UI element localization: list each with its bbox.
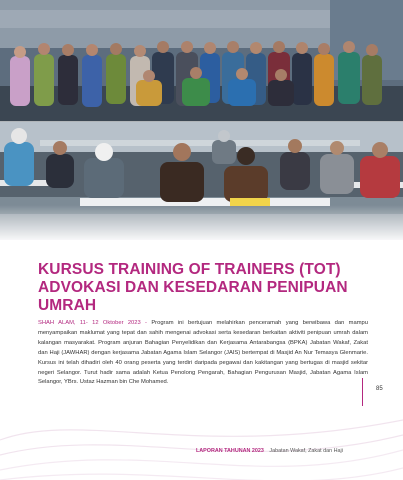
article-body xyxy=(38,319,368,388)
footer-department: Jabatan Wakaf, Zakat dan Haji xyxy=(269,448,343,454)
decorative-curves xyxy=(0,400,403,480)
page-number: 85 xyxy=(376,386,383,392)
photo-divider xyxy=(0,121,403,122)
page-footer xyxy=(196,448,343,454)
footer-report-title: LAPORAN TAHUNAN 2023 xyxy=(196,448,264,454)
article-body-text: Program ini bertujuan melahirkan penceramah yang berwibawa dan mampu menyampaikan maklumat yang tepat dan sahih mengenai advokasi serta kesedaran berkaitan aktiviti penipuan umrah dalam kalangan masyarakat. Program anjuran Bahagian Penyelidikan dan Kerjasama Antarabangsa (BPKA) Jabatan Wakaf, Zakat dan Haji (JAWHAR) dengan kerjasama Jabatan Agama Islam Selangor (JAIS) bertempat di Masjid An Nur Temasya Glenmarie. Kursus ini telah dihadiri oleh 40 orang peserta yang terdiri daripada pegawai dan kakitangan yang bertugas di masjid sekitar negeri Selangor. Turut hadir sama adalah Ketua Penolong Pengarah, Bahagian Pengurusan Masjid, Jabatan Agama Islam Selangor, YBrs. Ustaz Hazman bin Che Mohamed. xyxy=(38,320,368,386)
group-photo-standing xyxy=(0,0,403,122)
article-title: KURSUS TRAINING OF TRAINERS (TOT) ADVOKASI DAN KESEDARAN PENIPUAN UMRAH xyxy=(38,261,348,314)
article-dateline: SHAH ALAM, 11- 12 Oktober 2023 - xyxy=(38,320,147,326)
photo-fade xyxy=(0,205,403,240)
